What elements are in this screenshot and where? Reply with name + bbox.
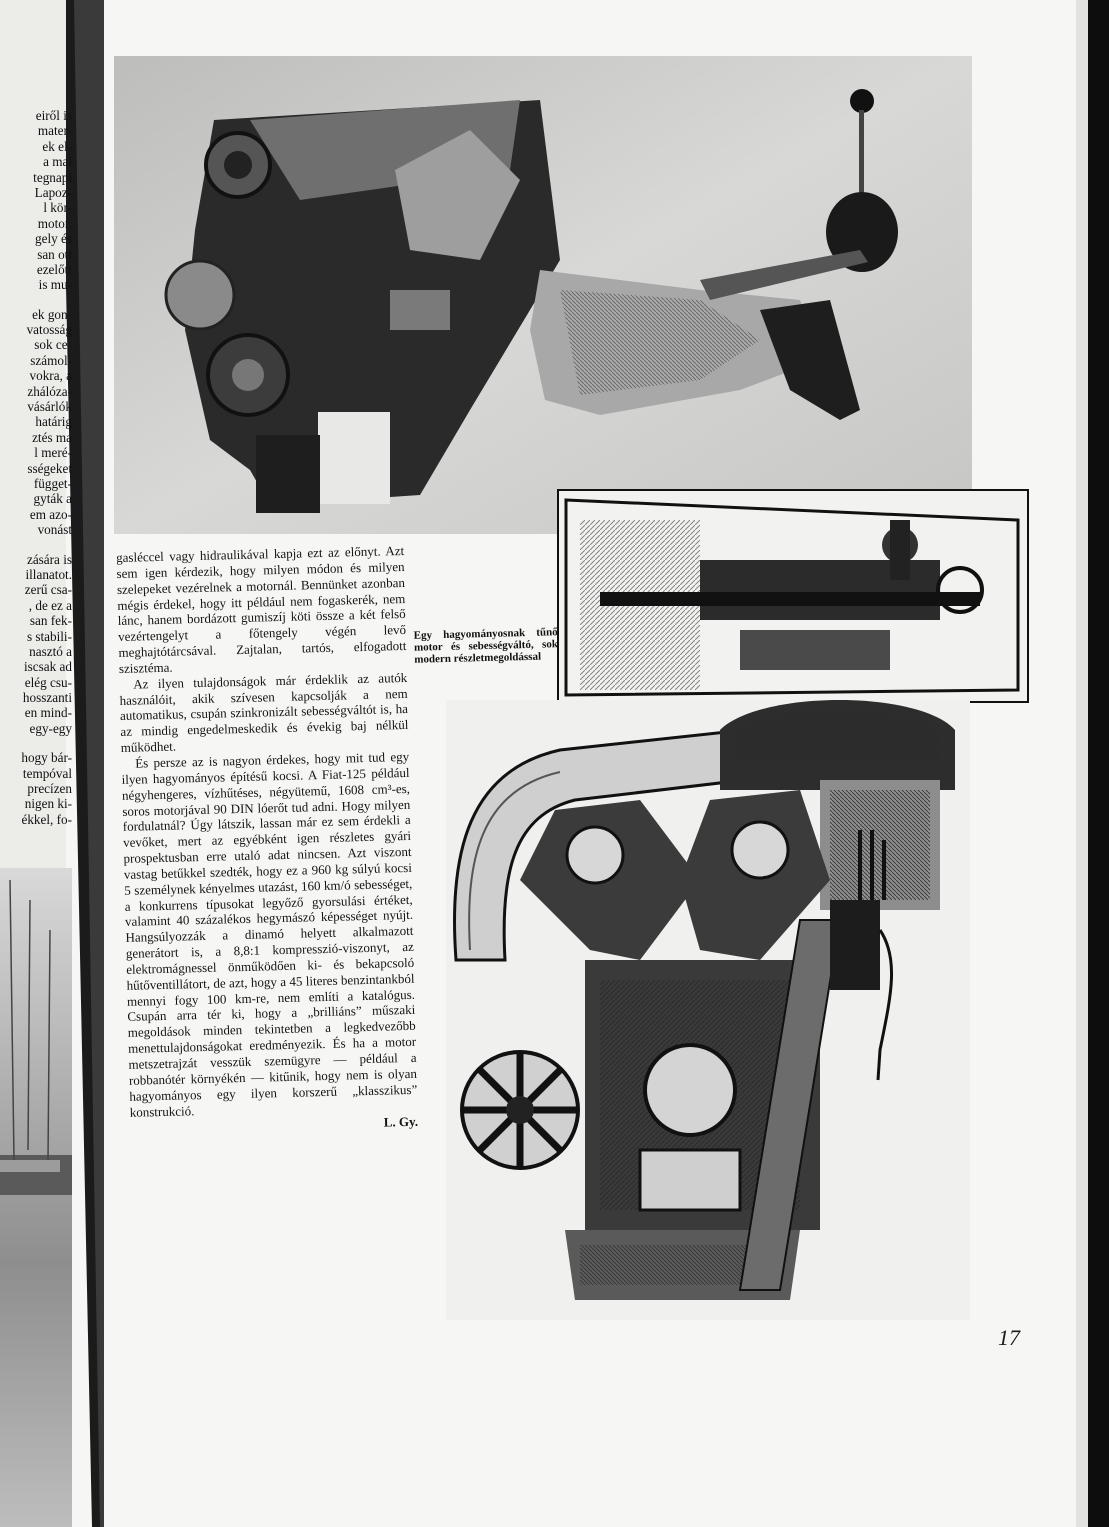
left-column-line: gyták a: [33, 491, 72, 507]
left-column-line: tegnapi: [33, 169, 72, 185]
left-column-line: s stabili-: [26, 628, 72, 644]
left-column-line: san ott: [37, 246, 72, 262]
author-signature: L. Gy.: [383, 1114, 419, 1131]
left-column-line: vatosság: [26, 322, 72, 338]
left-column-line: hosszanti: [22, 690, 72, 706]
left-column-line: zerű csa-: [24, 582, 72, 598]
left-column-line: nigen ki-: [24, 796, 72, 812]
page-number: 17: [998, 1325, 1020, 1350]
left-column-line: egy-egy: [29, 720, 72, 736]
left-column-line: ékkel, fo-: [21, 811, 72, 827]
left-column-line: em azo-: [29, 506, 72, 522]
left-column-fragment: [0, 108, 72, 827]
left-column-line: ek gon-: [32, 306, 72, 322]
left-column-line: ztés ma: [32, 429, 72, 445]
left-column-line: san fek-: [29, 613, 72, 629]
left-column-line: l kör-: [43, 200, 72, 216]
article-paragraph-1: gasléccel vagy hidraulikával kapja ezt az előnyt. Azt sem igen kérdezik, hogy milyen módon és milyen szelepeket vezérelnek a motornál. Bennünket azonban mégis érdekel, hogy itt például nem fogaskerék, nem lánc, hanem bordázott gumiszíj köti össze a két felső vezértengelyt a főtengely végén levő meghajtótárcsával. Zajtalan, tartós, elfogadott szisztéma.: [116, 542, 407, 676]
left-column-line: l meré-: [34, 445, 72, 461]
left-column-line: gely és: [35, 231, 72, 247]
left-column-line: zására is: [26, 551, 72, 567]
left-column-line: vokra, a: [29, 368, 72, 384]
left-column-line: sségeket: [27, 460, 72, 476]
left-column-line: [0, 736, 72, 750]
left-column-line: tempóval: [22, 765, 72, 781]
article-paragraph-2: Az ilyen tulajdonságok már érdeklik az autók használóit, akik szívesen kapcsolják a nem automatikus, csupán szinkronizált sebességváltót is, ha az mindig engedelmeskedik és évekig baj nélkül működhet.: [119, 669, 409, 756]
scan-edge-right: [1085, 0, 1109, 1527]
left-column-line: függet-: [33, 475, 72, 491]
left-column-line: mater-: [37, 123, 72, 139]
left-column-line: elég csu-: [24, 674, 72, 690]
left-column-line: en mind-: [24, 705, 72, 721]
left-column-line: hogy bár-: [21, 750, 72, 766]
left-column-line: [0, 293, 72, 307]
left-column-line: eiről is: [35, 108, 72, 123]
left-column-line: is mu-: [38, 277, 72, 293]
left-column-line: nasztó a: [29, 643, 72, 659]
left-column-line: számol-: [30, 352, 72, 368]
left-column-line: iscsak ad: [24, 659, 72, 675]
left-column-line: precízen: [27, 781, 72, 797]
left-column-line: illanatot.: [25, 566, 72, 582]
figure-caption: Egy hagyományosnak tűnő motor és sebességváltó, sok modern részletmegoldással: [413, 626, 559, 666]
left-column-line: zhálóza-: [27, 383, 72, 399]
article-body: [116, 543, 418, 1137]
left-column-line: Lapoz-: [34, 184, 72, 200]
left-column-line: ezelőtt: [36, 261, 72, 277]
left-column-line: , de ez a: [28, 597, 72, 613]
left-column-line: a mai: [43, 154, 72, 170]
gear-knob: [850, 89, 874, 113]
left-column-line: sok ce-: [34, 337, 72, 353]
left-column-line: vásárlók: [27, 399, 72, 415]
left-column-line: határig: [35, 414, 72, 430]
article-paragraph-3: És persze az is nagyon érdekes, hogy mit tud egy ilyen hagyományos építésű kocsi. A Fiat-125 például négyhengeres, vízhűtéses, négyütemű, 1608 cm³-es, soros motorjával 90 DIN lóerőt tud adni. Hogy milyen fordulatnál? Úgy látszik, lassan már ez sem érdekli a vevőket, mert az egyébként igen részletes gyári prospektusban erre utaló adat nincsen. Azt viszont vastag betűkkel szedték, hogy ez a 960 kg súlyú kocsi 5 személynek kényelmes utazást, 160 km/ó sebességet, a konkurrens típusokat legyőző gyorsulási értéket, valamint 40 százalékos hegymászó képességet nyújt. Hangsúlyozzák a dinamó helyett alkalmazott generátort is, a 8,8:1 kompresszió-viszonyt, az elektromágnessel önműködően ki- és bekapcsoló hűtőventillátort, de azt, hogy a 45 literes benzintankból mennyi fogy 100 km-re, nem említi a katalógus. Csupán arra tér ki, hogy a „brilliáns” műszaki megoldások minden tekintetben a legkedvezőbb menettulajdonságokat eredményezik. És ha a motor metszetrajzát vesszük szemügyre — például a robbanótér környékén — kitűnik, hogy nem is olyan hagyományos egy ilyen korszerű „klasszikus” konstrukció.: [121, 748, 418, 1120]
left-column-line: vonást: [37, 522, 72, 538]
left-column-line: motor,: [37, 215, 72, 231]
left-column-line: ek el-: [42, 138, 72, 154]
left-column-line: [0, 538, 72, 552]
